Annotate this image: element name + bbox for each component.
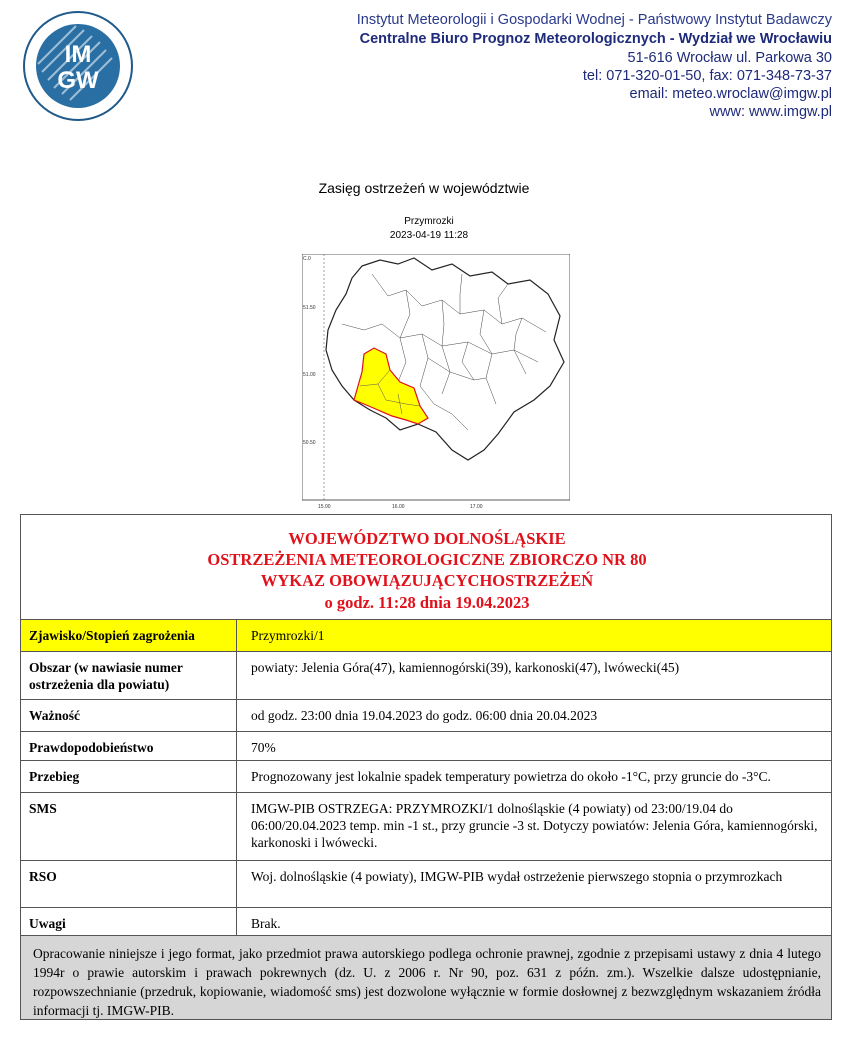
warning-title-list: WYKAZ OBOWIĄZUJĄCYCHOSTRZEŻEŃ: [260, 571, 594, 590]
row-value: powiaty: Jelenia Góra(47), kamiennogórski(39), karkonoski(47), lwówecki(45): [237, 652, 832, 700]
warning-map: [302, 254, 570, 510]
svg-text:GW: GW: [57, 67, 99, 94]
row-value: Woj. dolnośląskie (4 powiaty), IMGW-PIB wydał ostrzeżenie pierwszego stopnia o przymrozkach: [237, 861, 832, 908]
header-email[interactable]: email: meteo.wroclaw@imgw.pl: [629, 86, 832, 102]
row-value: od godz. 23:00 dnia 19.04.2023 do godz. 06:00 dnia 20.04.2023: [237, 700, 832, 732]
imgw-logo: [22, 10, 134, 122]
map-xtick: 17.00: [470, 504, 483, 510]
table-row: [21, 861, 831, 908]
row-key: RSO: [21, 861, 237, 908]
map-xtick: 16.00: [392, 504, 405, 510]
header-phone: tel: 071-320-01-50, fax: 071-348-73-37: [582, 68, 832, 84]
row-key: Zjawisko/Stopień zagrożenia: [21, 620, 237, 652]
warning-title-time: o godz. 11:28 dnia 19.04.2023: [324, 593, 530, 612]
warning-title-region: WOJEWÓDZTWO DOLNOŚLĄSKIE: [288, 529, 566, 548]
row-value: Prognozowany jest lokalnie spadek temperatury powietrza do około -1°C, przy gruncie do -3°C.: [237, 761, 832, 793]
row-key: Obszar (w nawiasie numer ostrzeżenia dla powiatu): [21, 652, 237, 700]
row-value: IMGW-PIB OSTRZEGA: PRZYMROZKI/1 dolnośląskie (4 powiaty) od 23:00/19.04 do 06:00/20.04.2023 temp. min -1 st., przy gruncie -3 st. Dotyczy powiatów: Jelenia Góra, kamiennogórski, karkonoski i lwówecki.: [237, 793, 832, 861]
row-key: Prawdopodobieństwo: [21, 732, 237, 761]
row-key: Przebieg: [21, 761, 237, 793]
copyright-notice: Opracowanie niniejsze i jego format, jako przedmiot prawa autorskiego podlega ochronie prawnej, zgodnie z przepisami ustawy z dnia 4 lutego 1994r o prawie autorskim i prawach pokrewnych (dz. U. z 2006 r. Nr 90, poz. 631 z późn. zm.). Wszelkie dalsze udostępnianie, rozpowszechnianie (przedruk, kopiowanie, wiadomość sms) jest dozwolone wyłącznie w formie dosłownej z bezwzględnym wskazaniem źródła informacji tj. IMGW-PIB.: [21, 935, 831, 1019]
map-xtick: 15.00: [318, 504, 331, 510]
row-key: Ważność: [21, 700, 237, 732]
table-row: [21, 652, 831, 700]
header-address: 51-616 Wrocław ul. Parkowa 30: [627, 50, 832, 66]
map-caption-phenomenon: Przymrozki: [404, 216, 454, 227]
row-value: Brak.: [237, 908, 832, 938]
warning-table: [21, 619, 831, 938]
map-caption-datetime: 2023-04-19 11:28: [389, 230, 469, 241]
row-value: Przymrozki/1: [237, 620, 832, 652]
map-ytick: 50.50: [303, 440, 316, 446]
row-value: 70%: [237, 732, 832, 761]
table-row: [21, 732, 831, 761]
warning-title-number: OSTRZEŻENIA METEOROLOGICZNE ZBIORCZO NR 80: [207, 550, 647, 569]
map-section-title: Zasięg ostrzeżeń w województwie: [318, 180, 530, 196]
table-row: [21, 793, 831, 861]
header-website[interactable]: www: www.imgw.pl: [709, 104, 832, 120]
header-office: Centralne Biuro Prognoz Meteorologicznych - Wydział we Wrocławiu: [359, 31, 832, 47]
table-row: [21, 908, 831, 938]
svg-text:IM: IM: [64, 41, 92, 68]
row-key: SMS: [21, 793, 237, 861]
table-row: [21, 761, 831, 793]
map-ytick: 51.00: [303, 372, 316, 378]
table-row: [21, 620, 831, 652]
map-ytick: C.0: [303, 256, 311, 262]
row-key: Uwagi: [21, 908, 237, 938]
table-row: [21, 700, 831, 732]
map-ytick: 51.50: [303, 305, 316, 311]
header-institute: Instytut Meteorologii i Gospodarki Wodnej - Państwowy Instytut Badawczy: [356, 12, 832, 28]
warning-box: [20, 514, 832, 1020]
